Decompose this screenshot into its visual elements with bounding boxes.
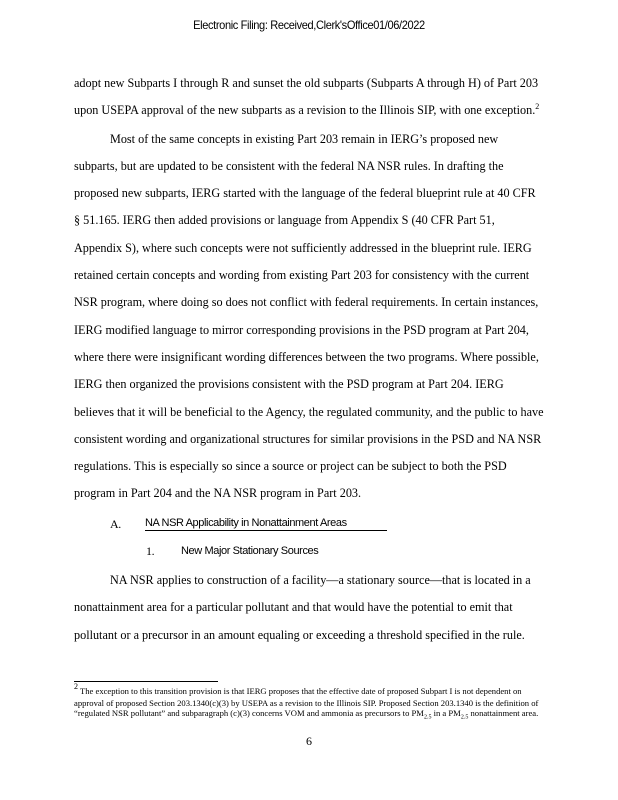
subsection-1-title: New Major Stationary Sources [181, 545, 319, 557]
body-text-block-2 [74, 567, 544, 649]
filing-stamp-header: Electronic Filing: Received,Clerk'sOffice01/06/2022 [193, 18, 425, 32]
footnote-subscript-2: 2.5 [460, 714, 469, 721]
footnote-text: The exception to this transition provision is that IERG proposes that the effective date of proposed Subpart I is not dependent on approval of proposed Section 203.1340(c)(3) by USEPA as a revision to the Illinois SIP. Proposed Section 203.1340 is the definition of “regulated NSR pollutant” and subparagraph (c)(3) concerns VOM and ammonia as precursors to PM [74, 686, 539, 719]
footnote-subscript-1: 2.5 [423, 714, 432, 721]
body-text-block [74, 70, 544, 508]
subsection-1-label: 1. [146, 544, 155, 558]
page-number: 6 [306, 734, 312, 748]
paragraph-3: NA NSR applies to construction of a facility—a stationary source—that is located in a nonattainment area for a particular pollutant and that would have the potential to emit that pollutant or a precursor in an amount equaling or exceeding a threshold specified in the rule. [74, 573, 531, 642]
paragraph-1 [74, 70, 544, 126]
section-A-title: NA NSR Applicability in Nonattainment Areas [145, 517, 387, 531]
section-A-label: A. [110, 517, 121, 531]
footnote [74, 682, 544, 724]
footnote-text-end: nonattainment area. [468, 708, 539, 719]
footnote-marker: 2 [74, 682, 78, 691]
footnote-divider [74, 681, 218, 682]
paragraph-2: Most of the same concepts in existing Part 203 remain in IERG’s proposed new subparts, but are updated to be consistent with the federal NA NSR rules. In drafting the proposed new subparts, IERG started with the language of the federal blueprint rule at 40 CFR § 51.165. IERG then added provisions or language from Appendix S (40 CFR Part 51, Appendix S), where such concepts were not sufficiently addressed in the blueprint rule. IERG retained certain concepts and wording from existing Part 203 for consistency with the current NSR program, where doing so does not conflict with federal requirements. In certain instances, IERG modified language to mirror corresponding provisions in the PSD program at Part 204, where there were insignificant wording differences between the two programs. Where possible, IERG then organized the provisions consistent with the PSD program at Part 204. IERG believes that it will be beneficial to the Agency, the regulated community, and the public to have consistent wording and organizational structures for similar provisions in the PSD and NA NSR regulations. This is especially so since a source or project can be subject to both the PSD program in Part 204 and the NA NSR program in Part 203. [74, 131, 544, 501]
footnote-reference: 2 [535, 102, 540, 112]
paragraph-1-text: adopt new Subparts I through R and sunset the old subparts (Subparts A through H) of Part 203 upon USEPA approval of the new subparts as a revision to the Illinois SIP, with one exception. [74, 76, 539, 118]
footnote-text-mid: in a PM [431, 708, 461, 719]
